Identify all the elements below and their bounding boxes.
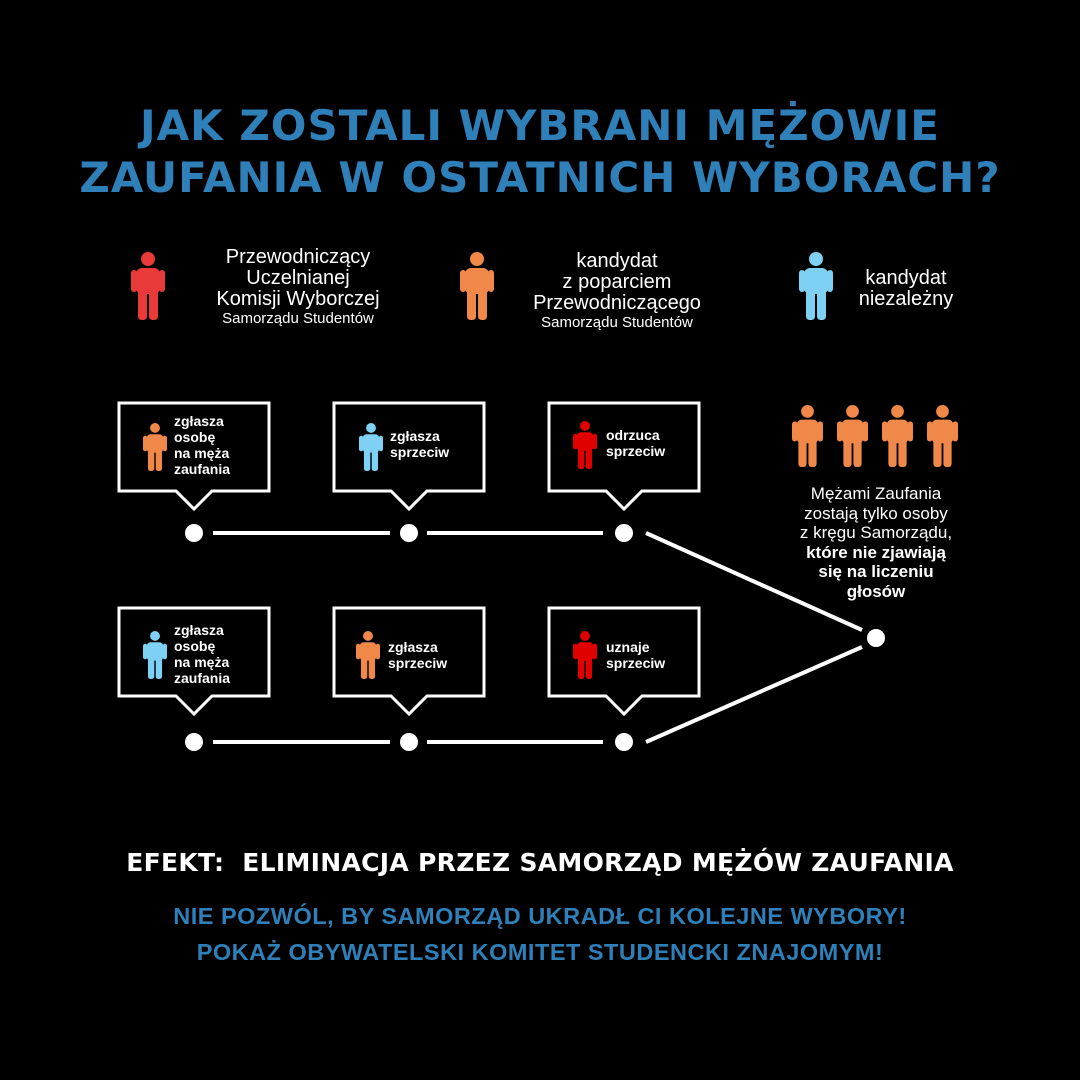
legend-chairman-label: Przewodniczący Uczelnianej Komisji Wyborczej Samorządu Studentów (216, 246, 380, 327)
timeline-node (185, 524, 203, 542)
person-icon-orange (837, 404, 868, 468)
step-1-3-text: odrzuca sprzeciw (606, 427, 666, 459)
person-icon-blue (143, 629, 167, 681)
result-node (867, 629, 885, 647)
step-1-2-text: zgłasza sprzeciw (390, 428, 450, 460)
effect-summary (0, 848, 1080, 877)
call-to-action-line-1: NIE POZWÓL, BY SAMORZĄD UKRADŁ CI KOLEJNE WYBORY! (173, 903, 907, 929)
person-icon-red (573, 629, 597, 681)
effect-text: ELIMINACJA PRZEZ SAMORZĄD MĘŻÓW ZAUFANIA (242, 848, 954, 877)
person-icon-blue (359, 421, 383, 473)
person-icon-orange (356, 629, 380, 681)
effect-label: EFEKT: (126, 848, 225, 877)
legend-independent-candidate-label: kandydat niezależny (858, 267, 954, 310)
timeline-node (400, 733, 418, 751)
result-note: Mężami Zaufania zostają tylko osoby z kręgu Samorządu, które nie zjawiają się na liczeniu głosów (799, 484, 953, 601)
timeline-node (615, 733, 633, 751)
call-to-action-line-2: POKAŻ OBYWATELSKI KOMITET STUDENCKI ZNAJOMYM! (196, 939, 884, 965)
timeline-node (615, 524, 633, 542)
step-1-1-text: zgłasza osobę na męża zaufania (174, 413, 231, 477)
step-2-3-text: uznaje sprzeciw (606, 639, 666, 671)
legend-supported-candidate-label: kandydat z poparciem Przewodniczącego Samorządu Studentów (533, 250, 701, 331)
title-line-1: JAK ZOSTALI WYBRANI MĘŻOWIE (140, 101, 940, 150)
step-2-2-text: zgłasza sprzeciw (388, 639, 448, 671)
person-icon-orange (143, 421, 167, 473)
title-line-2: ZAUFANIA W OSTATNICH WYBORACH? (79, 153, 1001, 202)
person-icon-red (573, 419, 597, 471)
person-icon-orange (927, 404, 958, 468)
person-icon-orange (882, 404, 913, 468)
person-icon-orange (792, 404, 823, 468)
timeline-node (400, 524, 418, 542)
step-2-1-text: zgłasza osobę na męża zaufania (174, 622, 231, 686)
timeline-node (185, 733, 203, 751)
